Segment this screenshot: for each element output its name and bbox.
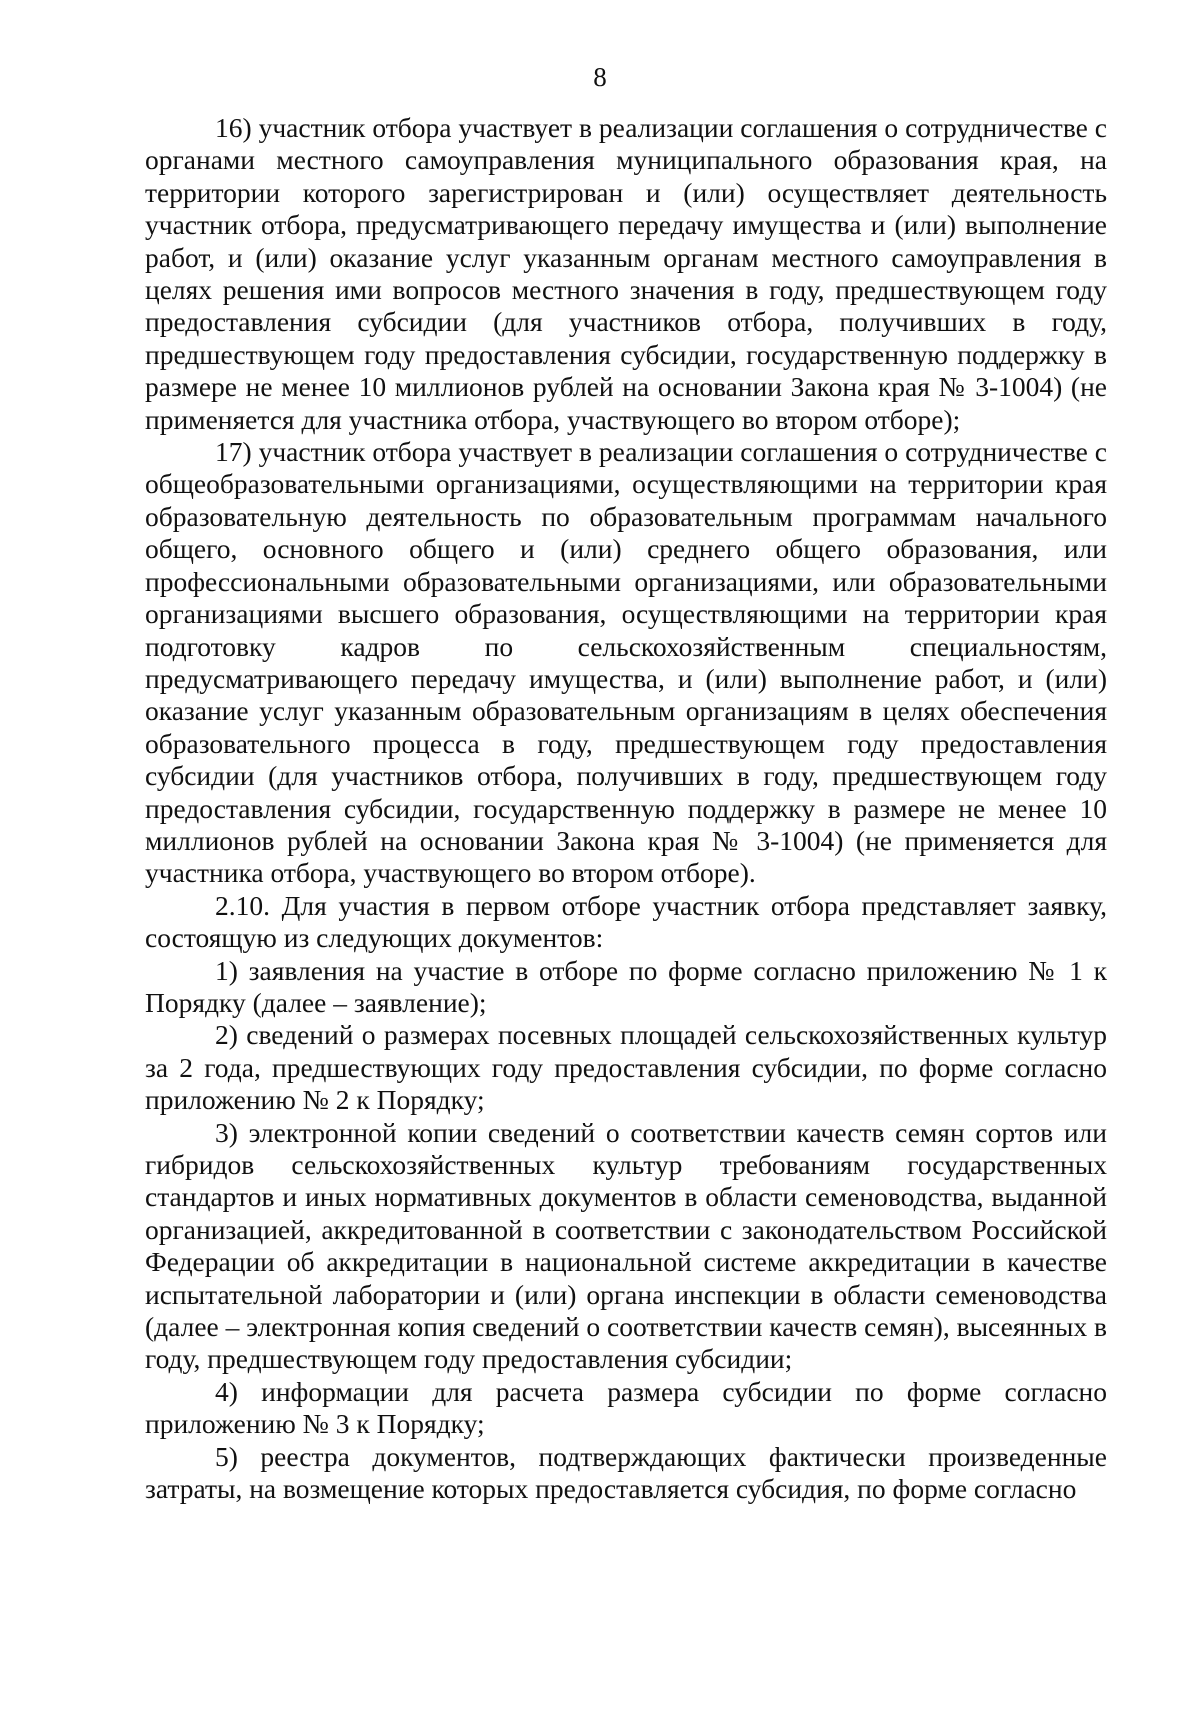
paragraph-doc-5: 5) реестра документов, подтверждающих фактически произведенные затраты, на возмещение которых предоставляется субсидия, по форме согласно [145,1440,1107,1505]
paragraph-item-17: 17) участник отбора участвует в реализации соглашения о сотрудничестве с общеобразовательными организациями, осуществляющими на территории края образовательную деятельность по образовательным программам начального общего, основного общего и (или) среднего общего образования, или профессиональными образовательными организациями, или образовательными организациями высшего образования, осуществляющими на территории края подготовку кадров по сельскохозяйственным специальностям, предусматривающего передачу имущества, и (или) выполнение работ, и (или) оказание услуг указанным образовательным организациям в целях обеспечения образовательного процесса в году, предшествующем году предоставления субсидии (для участников отбора, получивших в году, предшествующем году предоставления субсидии, государственную поддержку в размере не менее 10 миллионов рублей на основании Закона края № 3-1004) (не применяется для участника отбора, участвующего во втором отборе). [145,436,1107,889]
paragraph-doc-1: 1) заявления на участие в отборе по форме согласно приложению № 1 к Порядку (далее – заявление); [145,954,1107,1018]
paragraph-item-16: 16) участник отбора участвует в реализации соглашения о сотрудничестве с органами местного самоуправления муниципального образования края, на территории которого зарегистрирован и (или) осуществляет деятельность участник отбора, предусматривающего передачу имущества и (или) выполнение работ, и (или) оказание услуг указанным органам местного самоуправления в целях решения ими вопросов местного значения в году, предшествующем году предоставления субсидии (для участников отбора, получивших в году, предшествующем году предоставления субсидии, государственную поддержку в размере не менее 10 миллионов рублей на основании Закона края № 3-1004) (не применяется для участника отбора, участвующего во втором отборе); [145,112,1107,435]
paragraph-doc-4: 4) информации для расчета размера субсидии по форме согласно приложению № 3 к Порядку; [145,1375,1107,1440]
document-body [145,112,1107,1505]
page-number: 8 [593,62,607,92]
paragraph-doc-3: 3) электронной копии сведений о соответствии качеств семян сортов или гибридов сельскохозяйственных культур требованиям государственных стандартов и иных нормативных документов в области семеноводства, выданной организацией, аккредитованной в соответствии с законодательством Российской Федерации об аккредитации в национальной системе аккредитации в качестве испытательной лаборатории и (или) органа инспекции в области семеноводства (далее – электронная копия сведений о соответствии качеств семян), высеянных в году, предшествующем году предоставления субсидии; [145,1116,1107,1375]
paragraph-doc-2: 2) сведений о размерах посевных площадей сельскохозяйственных культур за 2 года, предшествующих году предоставления субсидии, по форме согласно приложению № 2 к Порядку; [145,1019,1107,1116]
paragraph-section-2-10: 2.10. Для участия в первом отборе участник отбора представляет заявку, состоящую из следующих документов: [145,889,1107,954]
